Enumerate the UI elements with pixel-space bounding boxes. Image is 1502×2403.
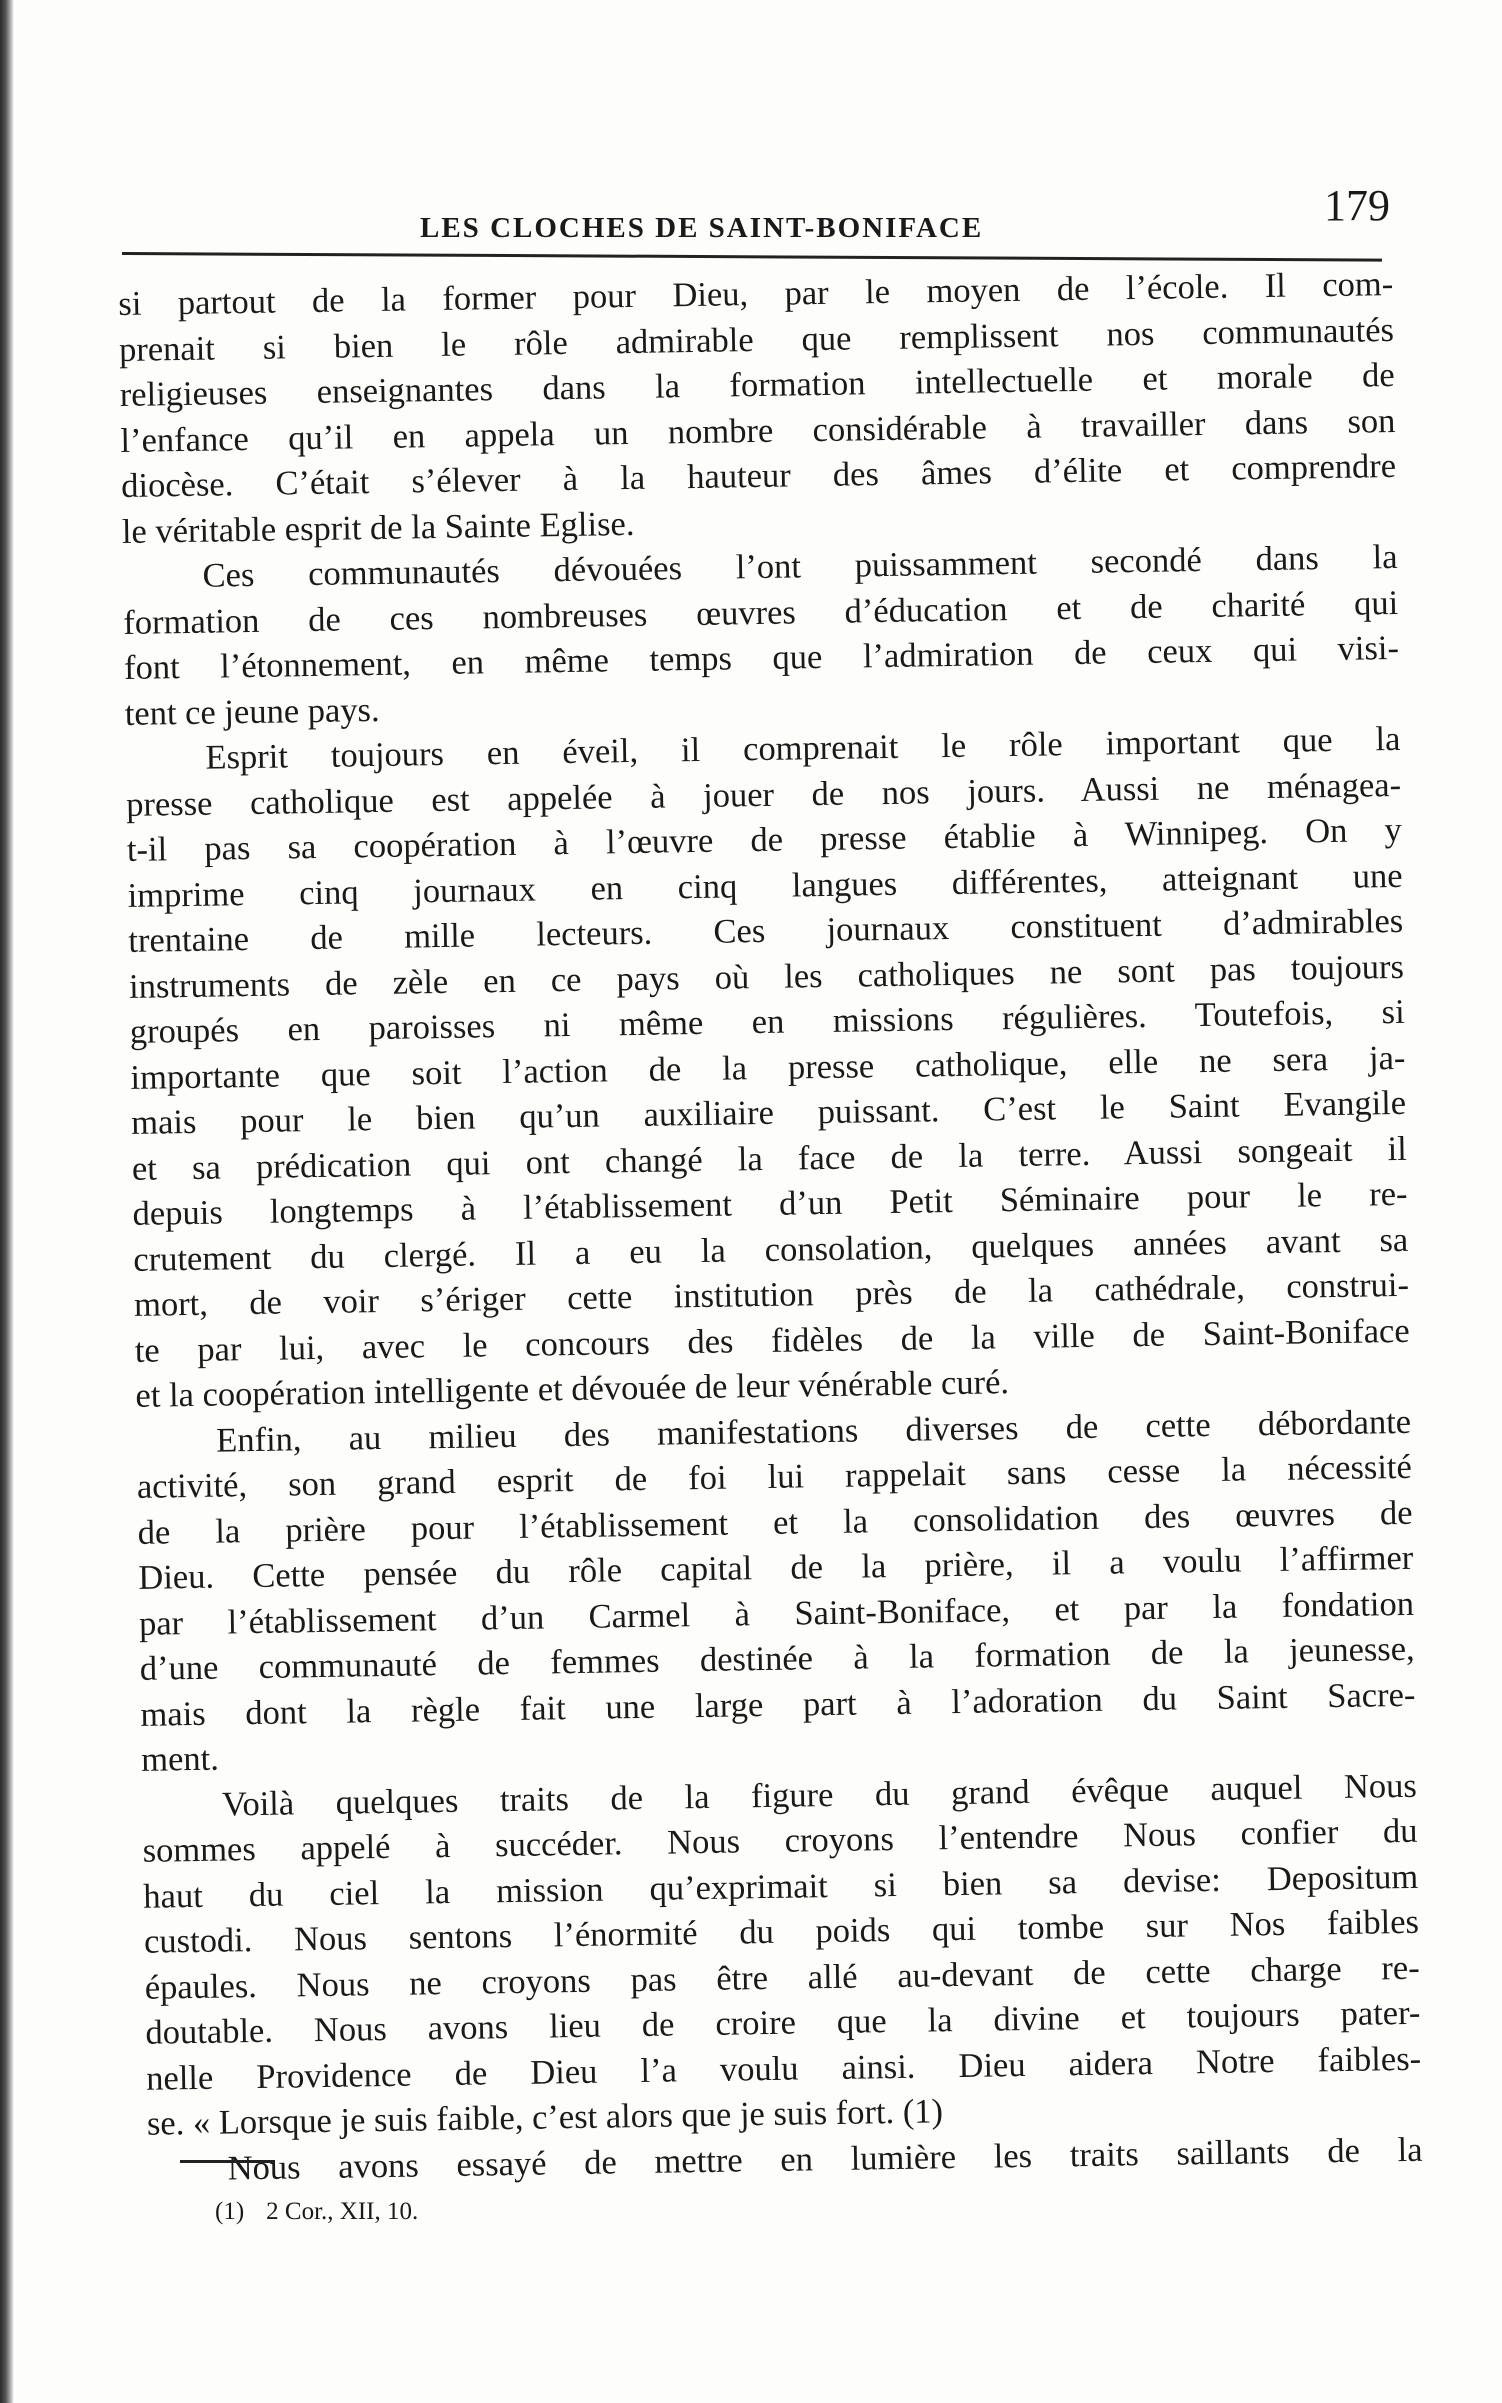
text-line: te par lui, avec le concours des fidèles de la ville de Saint-Boniface bbox=[134, 1311, 1410, 1370]
text-line: t-il pas sa coopération à l’œuvre de presse établie à Winnipeg. On y bbox=[126, 810, 1403, 869]
text-line: sommes appelé à succéder. Nous croyons l’entendre Nous confier du bbox=[142, 1811, 1418, 1870]
text-line: formation de ces nombreuses œuvres d’éducation et de charité qui bbox=[123, 583, 1399, 642]
text-line: et sa prédication qui ont changé la face de la terre. Aussi songeait il bbox=[131, 1129, 1408, 1188]
text-line: diocèse. C’était s’élever à la hauteur des âmes d’élite et comprendre bbox=[120, 446, 1397, 505]
text-line: religieuses enseignantes dans la formation intellectuelle et morale de bbox=[119, 355, 1395, 414]
header-rule bbox=[122, 252, 1382, 262]
text-line: le véritable esprit de la Sainte Eglise. bbox=[121, 504, 635, 551]
running-title: LES CLOCHES DE SAINT-BONIFACE bbox=[420, 212, 984, 244]
footnote-marker: (1) bbox=[215, 2198, 245, 2225]
text-line: Dieu. Cette pensée du rôle capital de la prière, il a voulu l’affirmer bbox=[138, 1538, 1414, 1597]
text-line: groupés en paroisses ni même en missions régulières. Toutefois, si bbox=[129, 992, 1405, 1051]
text-line: depuis longtemps à l’établissement d’un Petit Séminaire pour le re- bbox=[132, 1174, 1408, 1233]
text-line: Voilà quelques traits de la figure du grand évêque auquel Nous bbox=[221, 1766, 1418, 1824]
body-text bbox=[118, 262, 1423, 2193]
page-binding-edge bbox=[0, 0, 14, 2403]
text-line: Ces communautés dévouées l’ont puissamment secondé dans la bbox=[202, 537, 1398, 595]
text-line: Nous avons essayé de mettre en lumière les traits saillants de la bbox=[227, 2130, 1423, 2188]
text-line: crutement du clergé. Il a eu la consolation, quelques années avant sa bbox=[133, 1220, 1409, 1279]
text-line: se. « Lorsque je suis faible, c’est alors que je suis fort. (1) bbox=[146, 2092, 944, 2143]
text-line: tent ce jeune pays. bbox=[124, 690, 380, 733]
text-line: instruments de zèle en ce pays où les catholiques ne sont pas toujours bbox=[128, 947, 1405, 1006]
text-line: mais dont la règle fait une large part à l’adoration du Saint Sacre- bbox=[140, 1675, 1416, 1734]
text-line: trentaine de mille lecteurs. Ces journaux constituent d’admirables bbox=[128, 901, 1404, 960]
page-number: 179 bbox=[1324, 181, 1390, 230]
text-line: épaules. Nous ne croyons pas être allé au-devant de cette charge re- bbox=[144, 1948, 1420, 2007]
text-line: de la prière pour l’établissement et la consolidation des œuvres de bbox=[137, 1493, 1413, 1552]
text-line: si partout de la former pour Dieu, par le moyen de l’école. Il com- bbox=[118, 264, 1394, 323]
text-line: presse catholique est appelée à jouer de nos jours. Aussi ne ménagea- bbox=[125, 765, 1402, 824]
text-line: custodi. Nous sentons l’énormité du poids qui tombe sur Nos faibles bbox=[143, 1902, 1420, 1961]
text-line: ment. bbox=[140, 1739, 220, 1779]
text-line: doutable. Nous avons lieu de croire que la divine et toujours pater- bbox=[145, 1993, 1421, 2052]
text-line: importante que soit l’action de la presse catholique, elle ne sera ja- bbox=[130, 1038, 1406, 1097]
text-line: Esprit toujours en éveil, il comprenait le rôle important que la bbox=[205, 719, 1401, 777]
text-line: prenait si bien le rôle admirable que remplissent nos communautés bbox=[118, 310, 1395, 369]
text-line: Enfin, au milieu des manifestations diverses de cette débordante bbox=[215, 1402, 1412, 1460]
footnote bbox=[215, 2198, 418, 2226]
text-line: mort, de voir s’ériger cette institution près de la cathédrale, construi- bbox=[133, 1265, 1410, 1324]
text-line: l’enfance qu’il en appela un nombre considérable à travailler dans son bbox=[120, 401, 1396, 460]
text-line: nelle Providence de Dieu l’a voulu ainsi. Dieu aidera Notre faibles- bbox=[145, 2039, 1422, 2098]
text-line: activité, son grand esprit de foi lui rappelait sans cesse la nécessité bbox=[136, 1447, 1413, 1506]
page-header bbox=[120, 160, 1390, 244]
text-line: d’une communauté de femmes destinée à la formation de la jeunesse, bbox=[139, 1629, 1415, 1688]
text-line: par l’établissement d’un Carmel à Saint-Boniface, et par la fondation bbox=[138, 1584, 1415, 1643]
text-line: mais pour le bien qu’un auxiliaire puissant. C’est le Saint Evangile bbox=[130, 1083, 1407, 1142]
text-line: et la coopération intelligente et dévouée de leur vénérable curé. bbox=[135, 1363, 1010, 1415]
text-line: font l’étonnement, en même temps que l’admiration de ceux qui visi- bbox=[123, 628, 1400, 687]
footnote-rule bbox=[180, 2160, 275, 2163]
text-line: haut du ciel la mission qu’exprimait si bien sa devise: Depositum bbox=[143, 1857, 1419, 1916]
text-line: imprime cinq journaux en cinq langues différentes, atteignant une bbox=[127, 856, 1403, 915]
footnote-text: 2 Cor., XII, 10. bbox=[266, 2198, 419, 2225]
